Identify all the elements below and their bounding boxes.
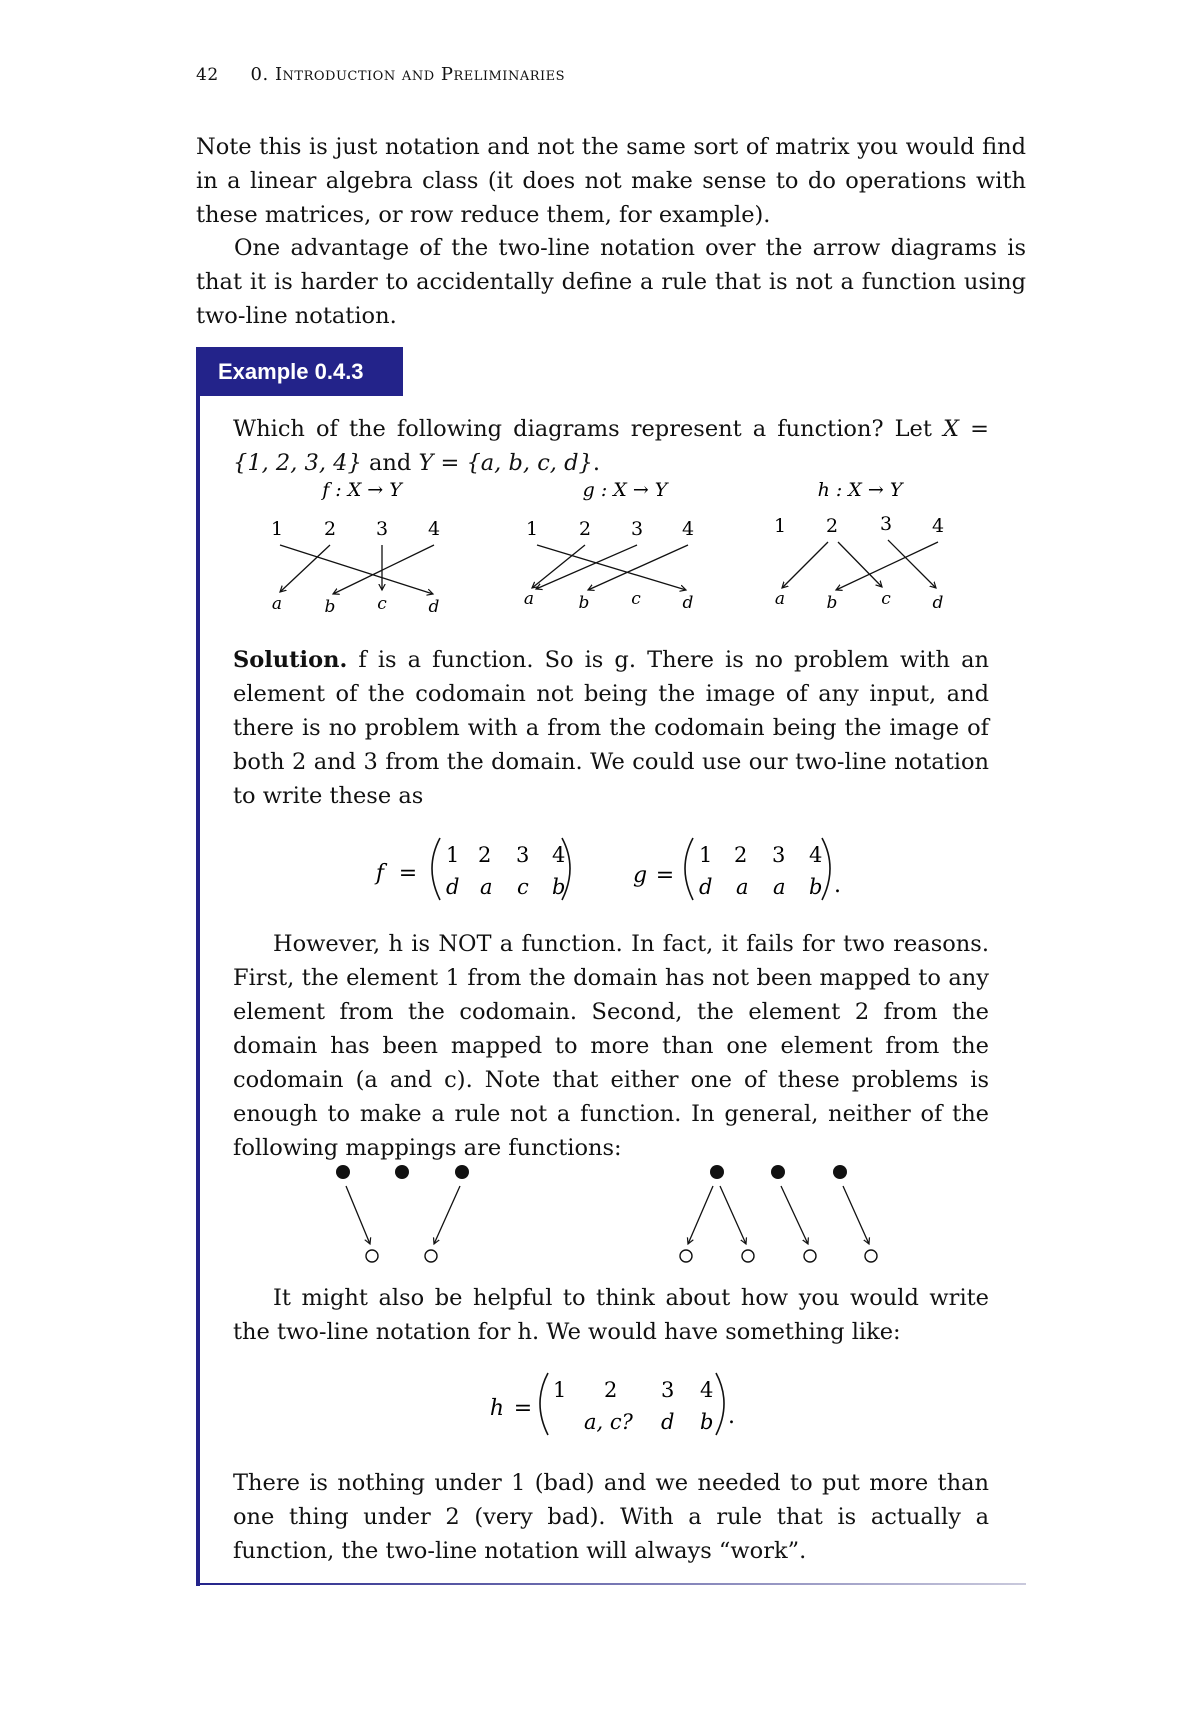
svg-text:.: . xyxy=(834,873,841,898)
diagram-h-title: h : X → Y xyxy=(817,479,903,501)
intro-paragraph-2: One advantage of the two-line notation over the arrow diagrams is that it is harder to accidentally define a rule that is not a function using two-line notation. xyxy=(196,235,1026,329)
h-arrow-2-a xyxy=(782,542,828,588)
diagram-g-domain-1: 1 xyxy=(525,518,539,540)
example-label: Example 0.4.3 xyxy=(196,347,403,396)
svg-text:=: = xyxy=(513,1396,533,1421)
diagram-f-title: f : X → Y xyxy=(322,479,402,501)
diagram-h-domain-3: 3 xyxy=(879,513,893,535)
mapping-right xyxy=(680,1165,877,1262)
f-bottom-4: b xyxy=(552,875,566,899)
arrow-diagrams xyxy=(0,470,1200,630)
h-left-paren xyxy=(540,1373,548,1435)
g-bottom-4: b xyxy=(809,875,823,899)
chapter-title: 0. Introduction and Preliminaries xyxy=(250,64,566,85)
diagram-f-codomain-d: d xyxy=(428,597,440,617)
running-header xyxy=(196,64,565,85)
h-arrow-3-d xyxy=(888,540,936,588)
however-paragraph: However, h is NOT a function. In fact, it fails for two reasons. First, the element 1 from the domain has not been mapped to any element from the codomain. Second, the element 2 from the domain has been mapped to more than one element from the codomain (a and c). Note that either one of these problems is enough to make a rule not a function. In general, neither of the following mappings are functions: xyxy=(233,931,989,1161)
f-arrow-2-a xyxy=(280,545,330,592)
page-number: 42 xyxy=(196,65,219,85)
h-arrow-2-c xyxy=(838,542,882,587)
h-bottom-2: a, c? xyxy=(584,1410,633,1434)
svg-text:=: = xyxy=(655,863,675,888)
h-right-paren xyxy=(716,1373,724,1435)
diagram-g-codomain-a: a xyxy=(523,589,535,609)
svg-text:.: . xyxy=(728,1404,735,1429)
diagram-g xyxy=(524,479,694,613)
intro-paragraph-1: Note this is just notation and not the same sort of matrix you would find in a linear algebra class (it does not make sense to do operations with these matrices, or row reduce them, for example). xyxy=(196,134,1026,228)
f-bottom-1: d xyxy=(446,875,460,899)
h-arrow-4-b xyxy=(836,542,938,590)
f-top-2: 2 xyxy=(478,843,492,867)
diagram-g-codomain-b: b xyxy=(578,593,590,613)
g-bottom-1: d xyxy=(699,875,713,899)
diagram-g-domain-2: 2 xyxy=(578,518,592,540)
h-top-2: 2 xyxy=(604,1378,618,1402)
svg-text:h: h xyxy=(489,1396,505,1421)
h-bottom-3: d xyxy=(661,1410,675,1434)
diagram-g-domain-4: 4 xyxy=(681,518,695,540)
g-top-3: 3 xyxy=(772,843,786,867)
g-right-paren xyxy=(822,838,830,900)
diagram-f xyxy=(271,479,440,617)
diagram-f-codomain-c: c xyxy=(377,594,387,614)
g-top-2: 2 xyxy=(734,843,748,867)
diagram-f-domain-3: 3 xyxy=(375,518,389,540)
f-left-paren xyxy=(432,838,440,900)
h-top-3: 3 xyxy=(661,1378,675,1402)
g-arrow-1-d xyxy=(537,545,686,590)
f-top-3: 3 xyxy=(516,843,530,867)
diagram-f-domain-1: 1 xyxy=(270,518,284,540)
solution-paragraph: Solution. f is a function. So is g. There is no problem with an element of the codomain not being the image of any input, and there is no problem with a from the codomain being the image of both 2 and 3 from the domain. We could use our two-line notation to write these as xyxy=(233,647,990,809)
diagram-h-domain-4: 4 xyxy=(931,515,945,537)
diagram-f-codomain-a: a xyxy=(271,594,283,614)
svg-text:f: f xyxy=(375,861,385,886)
h-top-1: 1 xyxy=(553,1378,567,1402)
example-bottom-rule xyxy=(196,1583,1026,1585)
diagram-g-codomain-c: c xyxy=(631,589,641,609)
g-arrow-4-b xyxy=(588,545,688,590)
diagram-h-codomain-a: a xyxy=(774,589,786,609)
set-y: Y = {a, b, c, d} xyxy=(418,450,593,476)
diagram-h-codomain-d: d xyxy=(932,593,944,613)
two-line-h xyxy=(0,1365,1200,1445)
set-x: X = {1, 2, 3, 4} xyxy=(233,416,989,476)
diagram-h xyxy=(774,479,944,613)
h-bottom-4: b xyxy=(700,1410,714,1434)
diagram-f-domain-4: 4 xyxy=(427,518,441,540)
g-left-paren xyxy=(685,838,693,900)
two-line-f-g xyxy=(0,830,1200,910)
helpful-paragraph: It might also be helpful to think about how you would write the two-line notation for h. We would have something like: xyxy=(233,1285,989,1345)
g-bottom-3: a xyxy=(773,875,786,899)
solution-label: Solution. xyxy=(233,647,348,673)
f-arrow-1-d xyxy=(280,545,433,594)
example-question: Which of the following diagrams represent a function? Let X = {1, 2, 3, 4} and Y = {a, b, c, d}. xyxy=(233,416,989,476)
svg-text:g: g xyxy=(632,863,648,888)
diagram-g-codomain-d: d xyxy=(682,593,694,613)
f-arrow-4-b xyxy=(333,545,434,594)
non-function-mappings xyxy=(0,1160,1200,1280)
diagram-f-domain-2: 2 xyxy=(323,518,337,540)
diagram-f-codomain-b: b xyxy=(324,597,336,617)
g-top-4: 4 xyxy=(809,843,823,867)
two-line-g xyxy=(633,838,841,900)
f-bottom-3: c xyxy=(517,875,529,899)
svg-text:=: = xyxy=(398,861,418,886)
diagram-g-title: g : X → Y xyxy=(582,479,668,501)
f-top-4: 4 xyxy=(552,843,566,867)
f-top-1: 1 xyxy=(446,843,460,867)
diagram-h-domain-1: 1 xyxy=(773,515,787,537)
diagram-g-domain-3: 3 xyxy=(630,518,644,540)
mapping-left xyxy=(336,1165,469,1262)
g-arrow-3-a xyxy=(536,545,637,589)
closing-paragraph: There is nothing under 1 (bad) and we needed to put more than one thing under 2 (very bad). With a rule that is actually a function, the two-line notation will always “work”. xyxy=(233,1470,989,1564)
g-bottom-2: a xyxy=(736,875,749,899)
two-line-f xyxy=(374,838,570,900)
g-top-1: 1 xyxy=(699,843,713,867)
diagram-h-codomain-b: b xyxy=(826,593,838,613)
h-top-4: 4 xyxy=(700,1378,714,1402)
diagram-h-codomain-c: c xyxy=(881,589,891,609)
f-bottom-2: a xyxy=(480,875,493,899)
diagram-h-domain-2: 2 xyxy=(825,515,839,537)
